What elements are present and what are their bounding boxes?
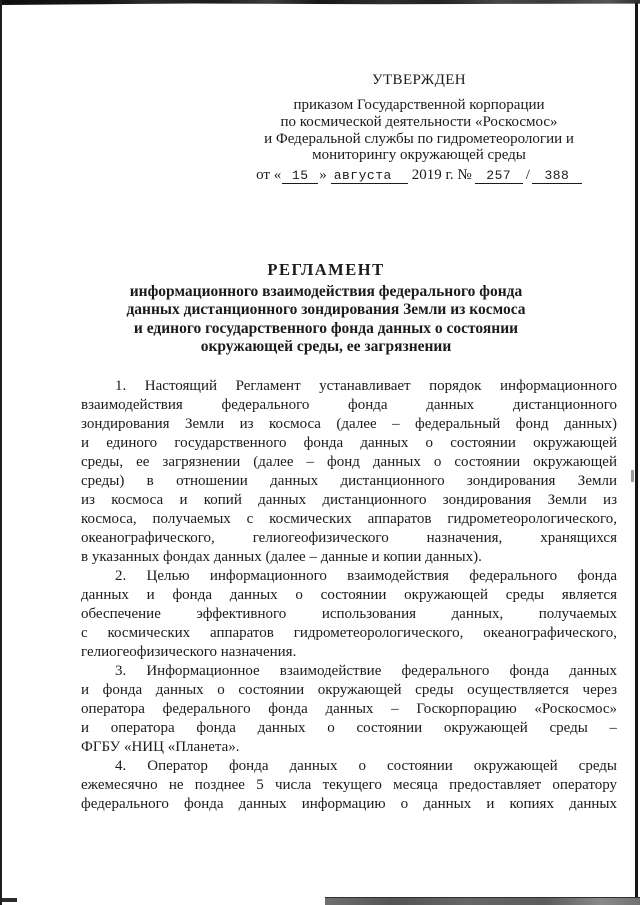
scan-edge-right [635, 3, 638, 905]
paragraph-line: федерального фонда данных информацию о данных и копиях данных [81, 796, 617, 812]
subtitle-line: данных дистанционного зондирования Земли из космоса [126, 301, 526, 319]
paragraph-line: из космоса и копий данных дистанционного зондирования Земли из [81, 492, 617, 508]
document-subtitle [81, 283, 571, 357]
order-number-second: 388 [532, 168, 582, 184]
paragraph-line: оператора федерального фонда данных – Госкорпорацию «Роскосмос» [81, 701, 617, 717]
document-title: РЕГЛАМЕНТ [267, 260, 385, 279]
order-number-first: 257 [475, 168, 523, 184]
date-separator: / [525, 166, 530, 183]
document-body [81, 377, 617, 814]
date-month-value: августа [331, 168, 408, 184]
approval-date-line [243, 167, 595, 184]
paragraph-line: ежемесячно не позднее 5 числа текущего месяца предоставляет оператору [81, 777, 617, 793]
scan-artifact-right [631, 470, 634, 482]
paragraph-line: океанографического, гелиогеофизического назначения, хранящихся [81, 530, 617, 546]
subtitle-line: информационного взаимодействия федерального фонда [129, 283, 523, 300]
date-close-quote: » [319, 166, 327, 183]
paragraph-line: с космических аппаратов гидрометеорологического, океанографического, [81, 625, 617, 641]
paragraph-line: в указанных фондах данных (далее – данные и копии данных). [81, 549, 482, 565]
approval-line: мониторингу окружающей среды [312, 147, 526, 164]
date-year-number-label: 2019 г. № [411, 166, 472, 183]
scan-artifact-bottom-left [2, 898, 17, 902]
paragraph-line: ФГБУ «НИЦ «Планета». [81, 739, 240, 755]
approval-line: по космической деятельности «Роскосмос» [280, 113, 558, 130]
paragraph-line: и единого государственного фонда данных о состоянии окружающей [81, 435, 617, 451]
paragraph-line: обеспечение эффективного использования данных, получаемых [81, 606, 617, 622]
approval-title: УТВЕРЖДЕН [371, 72, 467, 88]
paragraph-line: гелиогеофизического назначения. [81, 644, 297, 660]
approval-lines [243, 97, 595, 164]
scan-edge-top [0, 0, 640, 5]
paragraph-line: 4. Оператор фонда данных о состоянии окружающей среды [115, 758, 617, 774]
approval-line: приказом Государственной корпорации [293, 97, 545, 113]
date-prefix: от « [256, 166, 282, 183]
subtitle-line: и единого государственного фонда данных о состоянии [133, 319, 519, 337]
scan-edge-left [0, 0, 2, 905]
paragraph-line: 1. Настоящий Регламент устанавливает порядок информационного [115, 378, 617, 394]
paragraph-line: зондирования Земли из космоса (далее – федеральный фонд данных) [81, 416, 617, 432]
date-day-value: 15 [282, 168, 318, 184]
scan-edge-bottom [325, 897, 640, 905]
approval-line: и Федеральной службы по гидрометеорологии и [264, 130, 574, 147]
paragraph-line: 3. Информационное взаимодействие федерального фонда данных [115, 663, 617, 679]
paragraph-line: и фонда данных о состоянии окружающей среды осуществляется через [81, 682, 617, 698]
paragraph-line: космоса, получаемых с космических аппаратов гидрометеорологического, [81, 511, 617, 527]
paragraph-line: и оператора фонда данных о состоянии окружающей среды – [81, 720, 617, 736]
subtitle-line: окружающей среды, ее загрязнении [200, 338, 452, 356]
paragraph-line: среды) в отношении данных дистанционного зондирования Земли [81, 473, 617, 489]
paragraph-line: данных и фонда данных о состоянии окружающей среды является [81, 587, 617, 603]
paragraph-line: взаимодействия федерального фонда данных дистанционного [81, 397, 617, 413]
paragraph-line: 2. Целью информационного взаимодействия федерального фонда [115, 568, 617, 584]
paragraph-line: среды, ее загрязнении (далее – фонд данных о состоянии окружающей [81, 454, 617, 470]
approval-block [243, 72, 595, 184]
